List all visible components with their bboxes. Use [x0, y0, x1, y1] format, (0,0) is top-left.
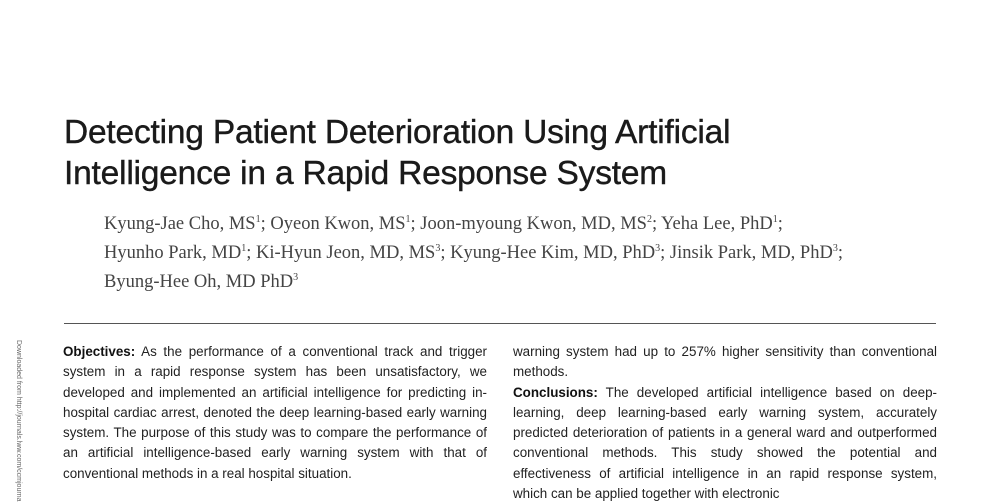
affiliation-mark: 1: [255, 214, 261, 225]
objectives-text: As the performance of a conventional track and trigger system in a rapid response system has been unsatisfactory, we developed and implemented an artificial intelligence for predicting in-hospital cardiac arrest, denoted the deep learning-based early warning system. The purpose of this study was to compare the performance of an artificial intelligence-based early warning system with that of conventional methods in a real hospital situation.: [63, 344, 487, 481]
conclusions-heading: Conclusions:: [513, 384, 598, 400]
author-list: Kyung-Jae Cho, $MS^1$; Oyeon Kwon, $MS^1$; Joon-myoung Kwon, MD, $MS^2$; Yeha Lee, PhD$^1$; Hyunho Park, $MD^1$; Ki-Hyun Jeon, MD, $MS^3$; Kyung-Hee Kim, MD, PhD$^3$; Jinsik Park, MD, PhD$^3$; Byung-Hee Oh, MD PhD$^3$: [104, 214, 843, 292]
affiliation-mark: 1: [241, 243, 247, 254]
author-name: Yeha Lee, PhD: [661, 214, 773, 234]
section-divider: [64, 323, 936, 324]
conclusions-text: The developed artificial intelligence based on deep-learning, deep learning-based early warning system, accurately predicted deterioration of patients in a general ward and outperformed conventional methods. This study showed the potential and effectiveness of artificial intelligence in an rapid response system, which can be applied together with electronic: [513, 384, 937, 502]
affiliation-mark: 3: [655, 243, 661, 254]
download-watermark: Downloaded from http://journals.lww.com/ccmjourna: [15, 340, 22, 502]
title-line-2: Intelligence in a Rapid Response System: [64, 155, 667, 192]
author-name: Ki-Hyun Jeon, MD, MS: [255, 243, 436, 263]
results-text: warning system had up to 257% higher sensitivity than conventional methods.: [513, 344, 937, 380]
title-line-1: Detecting Patient Deterioration Using Artificial: [64, 114, 731, 151]
author-name: Kyung-Hee Kim, MD, PhD: [450, 243, 656, 263]
abstract-right-column: [513, 342, 937, 504]
author-name: Byung-Hee Oh, MD PhD: [104, 272, 294, 292]
affiliation-mark: 1: [772, 214, 778, 225]
objectives-heading: Objectives:: [63, 344, 136, 359]
author-name: Joon-myoung Kwon, MD, MS: [420, 214, 647, 234]
affiliation-mark: 3: [832, 243, 838, 254]
article-title: [64, 112, 964, 194]
author-name: Jinsik Park, MD, PhD: [669, 243, 833, 263]
author-name: Kyung-Jae Cho, MS: [104, 214, 256, 234]
abstract-left-column: [63, 342, 487, 484]
affiliation-mark: 3: [435, 243, 441, 254]
affiliation-mark: 3: [293, 272, 299, 283]
affiliation-mark: 1: [405, 214, 411, 225]
author-name: Oyeon Kwon, MS: [270, 214, 406, 234]
affiliation-mark: 2: [646, 214, 652, 225]
author-name: Hyunho Park, MD: [104, 243, 242, 263]
